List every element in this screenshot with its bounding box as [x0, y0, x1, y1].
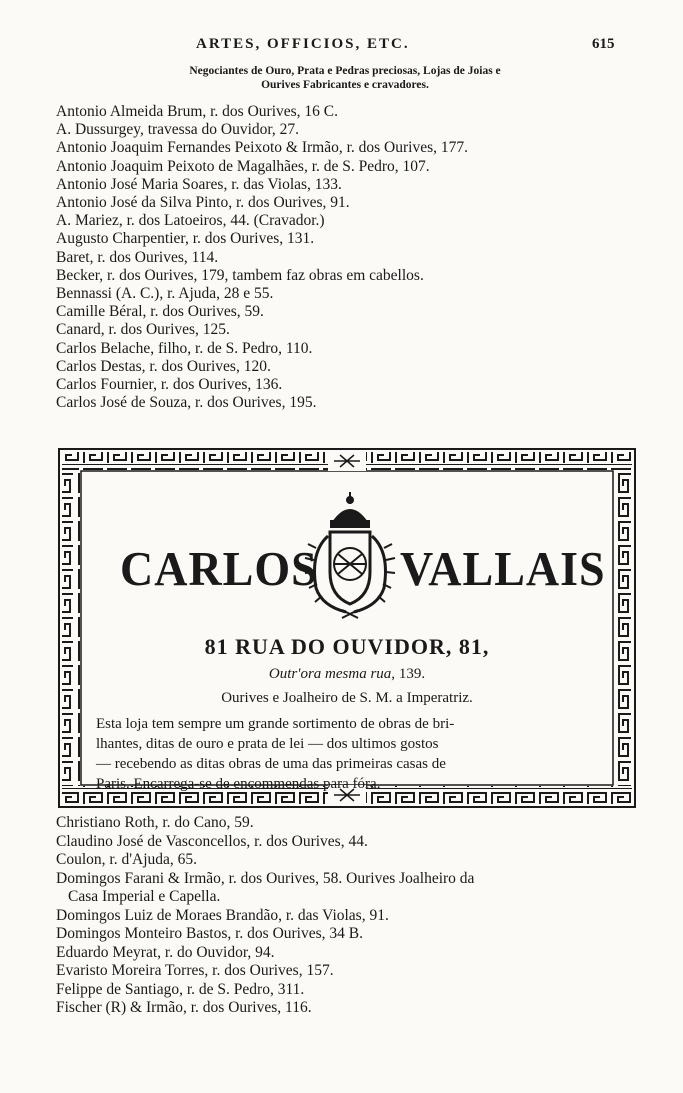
directory-entry: Coulon, r. d'Ajuda, 65. — [56, 851, 197, 868]
royal-appointment: Ourives e Joalheiro de S. M. a Imperatriz. — [221, 690, 473, 706]
directory-entry: Fischer (R) & Irmão, r. dos Ourives, 116. — [56, 999, 312, 1016]
directory-entry-continuation: Casa Imperial e Capella. — [68, 888, 221, 905]
former-address — [82, 666, 612, 683]
description-line: lhantes, ditas de ouro e prata de lei — dos ultimos gostos — [96, 736, 439, 752]
directory-entry: Baret, r. dos Ourives, 114. — [56, 248, 219, 266]
description-line: — recebendo as ditas obras de uma das primeiras casas de — [96, 756, 446, 772]
imperial-coat-of-arms-icon — [302, 492, 398, 622]
running-header — [0, 36, 683, 58]
advertisement-description — [96, 714, 600, 794]
description-line: Paris. Encarrega-se de encommendas para fóra. — [96, 776, 381, 792]
directory-entry: Canard, r. dos Ourives, 125. — [56, 321, 230, 339]
directory-list-bottom — [56, 814, 656, 1018]
directory-entry: Antonio José Maria Soares, r. das Violas, 133. — [56, 175, 342, 193]
directory-entry: Claudino José de Vasconcellos, r. dos Ourives, 44. — [56, 832, 368, 850]
directory-entry: Antonio Joaquim Fernandes Peixoto & Irmão, r. dos Ourives, 177. — [56, 139, 468, 157]
directory-entry: Carlos Belache, filho, r. de S. Pedro, 110. — [56, 339, 313, 357]
directory-entry: Evaristo Moreira Torres, r. dos Ourives, 157. — [56, 962, 334, 979]
directory-entry: A. Dussurgey, travessa do Ouvidor, 27. — [56, 121, 300, 139]
former-address-number: 139. — [395, 666, 426, 682]
merchant-name-first: CARLOS — [120, 541, 318, 596]
directory-entry: Antonio Joaquim Peixoto de Magalhães, r. de S. Pedro, 107. — [56, 157, 430, 175]
merchant-address: 81 RUA DO OUVIDOR, 81, — [204, 634, 490, 659]
category-heading — [60, 64, 630, 92]
directory-entry: Bennassi (A. C.), r. Ajuda, 28 e 55. — [56, 285, 274, 303]
directory-entry: Camille Béral, r. dos Ourives, 59. — [56, 303, 264, 321]
merchant-name-last: VALLAIS — [400, 541, 606, 596]
directory-entry: Felippe de Santiago, r. de S. Pedro, 311. — [56, 980, 305, 998]
category-heading-line-2: Ourives Fabricantes e cravadores. — [261, 79, 429, 91]
directory-entry: Domingos Farani & Irmão, r. dos Ourives, 58. Ourives Joalheiro da — [56, 869, 475, 887]
page-number: 615 — [592, 36, 615, 52]
section-title: ARTES, OFFICIOS, ETC. — [196, 36, 410, 52]
advertisement-box — [58, 448, 636, 808]
description-line: Esta loja tem sempre um grande sortimento de obras de bri- — [96, 716, 455, 732]
directory-entry: Carlos Destas, r. dos Ourives, 120. — [56, 357, 271, 375]
directory-entry: Carlos Fournier, r. dos Ourives, 136. — [56, 376, 283, 394]
directory-entry: Becker, r. dos Ourives, 179, tambem faz obras em cabellos. — [56, 266, 424, 284]
directory-entry: Antonio José da Silva Pinto, r. dos Ourives, 91. — [56, 194, 350, 212]
directory-entry: Augusto Charpentier, r. dos Ourives, 131. — [56, 230, 315, 248]
directory-entry: Domingos Luiz de Moraes Brandão, r. das Violas, 91. — [56, 906, 389, 924]
advertisement-content — [82, 472, 612, 792]
directory-entry: Eduardo Meyrat, r. do Ouvidor, 94. — [56, 943, 275, 961]
former-address-label: Outr'ora mesma rua, — [268, 666, 396, 682]
directory-entry: Domingos Monteiro Bastos, r. dos Ourives, 34 B. — [56, 925, 363, 942]
directory-entry: A. Mariez, r. dos Latoeiros, 44. (Cravador.) — [56, 212, 325, 230]
directory-list-top — [56, 103, 656, 412]
directory-entry: Christiano Roth, r. do Cano, 59. — [56, 814, 254, 831]
directory-entry: Carlos José de Souza, r. dos Ourives, 195. — [56, 394, 317, 412]
directory-entry: Antonio Almeida Brum, r. dos Ourives, 16 C. — [56, 103, 339, 120]
category-heading-line-1: Negociantes de Ouro, Prata e Pedras preciosas, Lojas de Joias e — [189, 65, 501, 77]
